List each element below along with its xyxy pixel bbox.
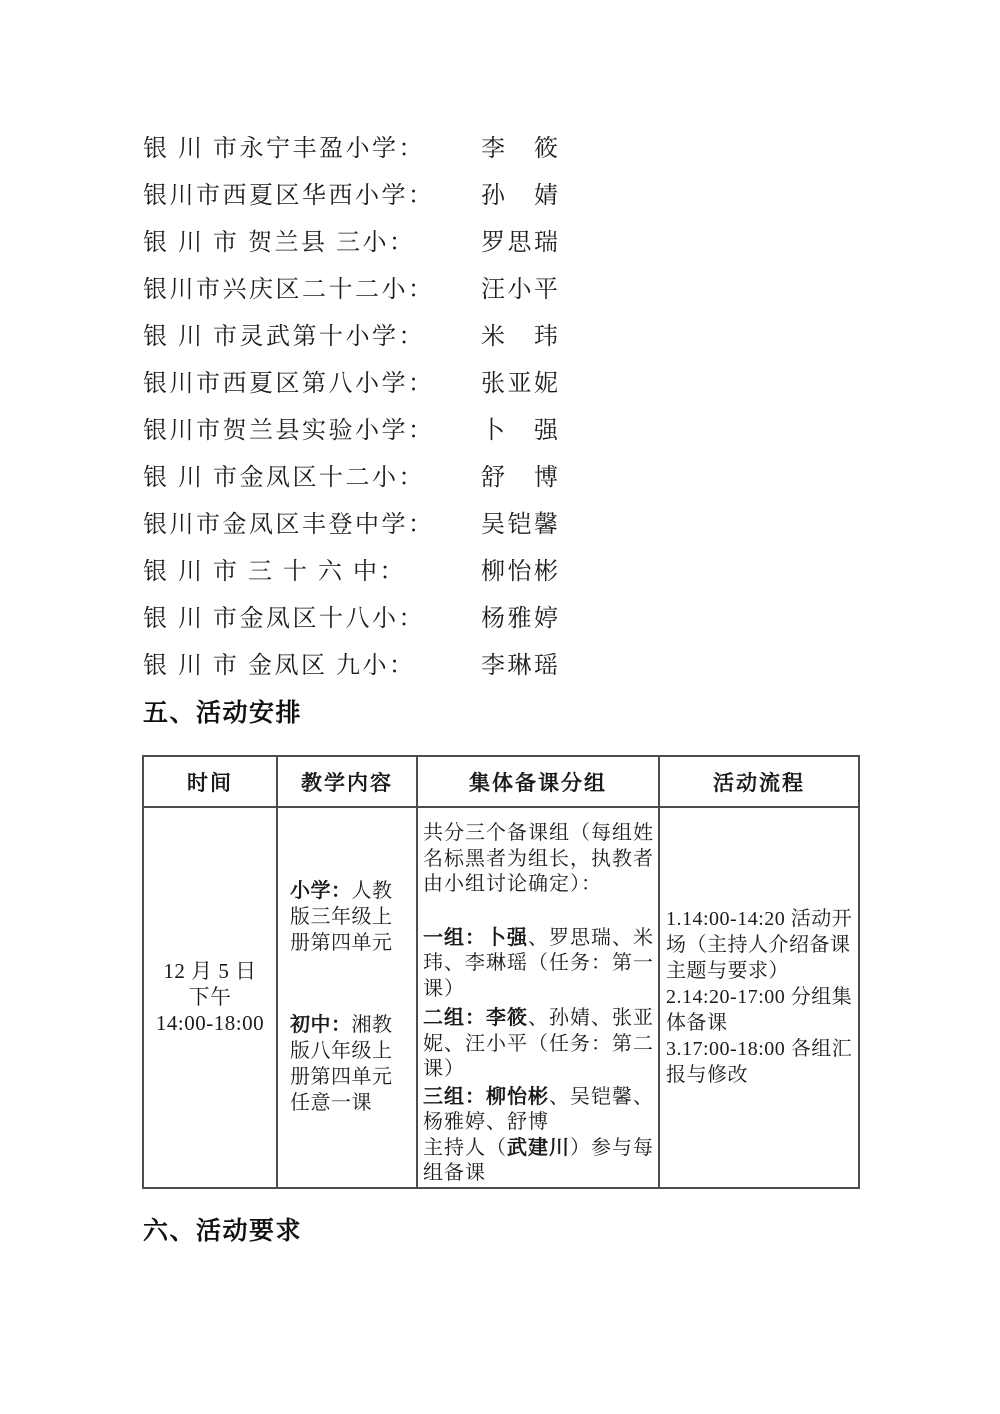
teacher-name: 汪小平	[481, 277, 561, 303]
teacher-roster	[143, 126, 571, 690]
process-step: 1.14:00-14:20 活动开场（主持人介绍备课主题与要求）	[666, 908, 853, 983]
group-2-members: 、孙婧、张亚妮、汪小平（任务：第二课）	[423, 1007, 654, 1080]
teacher-name: 米 玮	[481, 324, 561, 350]
primary-school-text: 人教版三年级上册第四单元	[290, 880, 393, 955]
school-label: 银 川 市金凤区十二小：	[143, 465, 425, 491]
host-note	[423, 1136, 654, 1187]
group-3-leader: 三组：柳怡彬	[423, 1085, 549, 1108]
roster-row	[143, 408, 571, 455]
roster-row	[143, 173, 571, 220]
group-1-leader: 一组：卜强	[423, 926, 528, 949]
table-header-row	[143, 756, 859, 807]
table-body-row	[143, 807, 859, 1188]
process-step: 3.17:00-18:00 各组汇报与修改	[666, 1038, 853, 1087]
middle-school-text: 湘教版八年级上册第四单元任意一课	[290, 1014, 393, 1115]
school-label: 银川市贺兰县实验小学：	[143, 418, 435, 444]
time-date: 12 月 5 日	[163, 959, 257, 984]
roster-row	[143, 267, 571, 314]
school-label: 银 川 市永宁丰盈小学：	[143, 136, 425, 162]
cell-process	[659, 807, 859, 1188]
col-header-grouping: 集体备课分组	[417, 756, 659, 807]
school-label: 银 川 市灵武第十小学：	[143, 324, 425, 350]
process-step: 2.14:20-17:00 分组集体备课	[666, 986, 853, 1035]
teacher-name: 张亚妮	[481, 371, 561, 397]
host-suffix: ）参与每组备课	[423, 1136, 654, 1184]
host-prefix: 主持人（	[423, 1136, 507, 1159]
teacher-name: 李 筱	[481, 136, 561, 162]
school-label: 银川市金凤区丰登中学：	[143, 512, 435, 538]
group-1	[423, 926, 654, 1003]
middle-school-label: 初中：	[290, 1014, 352, 1037]
group-3	[423, 1085, 654, 1136]
school-label: 银 川 市 金凤区 九小：	[143, 653, 416, 679]
roster-row	[143, 643, 571, 690]
section-heading-activity-requirements: 六、活动要求	[143, 1217, 303, 1245]
roster-row	[143, 361, 571, 408]
group-2-leader: 二组：李筱	[423, 1007, 528, 1029]
col-header-time: 时间	[143, 756, 277, 807]
host-name: 武建川	[507, 1136, 570, 1159]
roster-row	[143, 126, 571, 173]
teacher-name: 杨雅婷	[481, 606, 561, 632]
school-label: 银川市西夏区华西小学：	[143, 183, 435, 209]
teacher-name: 李琳瑶	[481, 653, 561, 679]
section-heading-activity-arrangement: 五、活动安排	[143, 699, 303, 727]
teacher-name: 卜 强	[481, 418, 561, 444]
school-label: 银川市西夏区第八小学：	[143, 371, 435, 397]
col-header-teaching-content: 教学内容	[277, 756, 417, 807]
middle-school-content	[290, 1012, 406, 1116]
primary-school-label: 小学：	[290, 880, 352, 903]
grouping-intro: 共分三个备课组（每组姓名标黑者为组长，执教者由小组讨论确定）：	[423, 822, 654, 895]
teacher-name: 吴铠馨	[481, 512, 561, 538]
teacher-name: 舒 博	[481, 465, 561, 491]
roster-row	[143, 549, 571, 596]
roster-row	[143, 455, 571, 502]
group-3-members: 、吴铠馨、杨雅婷、舒博	[423, 1085, 654, 1133]
group-1-members: 、罗思瑞、米玮、李琳瑶（任务：第一课）	[423, 926, 654, 1000]
roster-row	[143, 220, 571, 267]
activity-schedule-table	[142, 755, 860, 1189]
school-label: 银 川 市金凤区十八小：	[143, 606, 425, 632]
roster-row	[143, 314, 571, 361]
cell-time	[143, 807, 277, 1188]
school-label: 银 川 市 贺兰县 三小：	[143, 230, 416, 256]
school-label: 银川市兴庆区二十二小：	[143, 277, 435, 303]
teacher-name: 孙 婧	[481, 183, 561, 209]
primary-school-content	[290, 878, 406, 956]
cell-teaching-content	[277, 807, 417, 1188]
group-2	[423, 1006, 654, 1083]
col-header-process: 活动流程	[659, 756, 859, 807]
school-label: 银 川 市 三 十 六 中：	[143, 559, 406, 585]
teacher-name: 柳怡彬	[481, 559, 561, 585]
roster-row	[143, 596, 571, 643]
roster-row	[143, 502, 571, 549]
teacher-name: 罗思瑞	[481, 230, 561, 256]
time-period: 下午	[188, 985, 232, 1010]
cell-grouping	[417, 807, 659, 1188]
time-range: 14:00-18:00	[155, 1011, 265, 1036]
